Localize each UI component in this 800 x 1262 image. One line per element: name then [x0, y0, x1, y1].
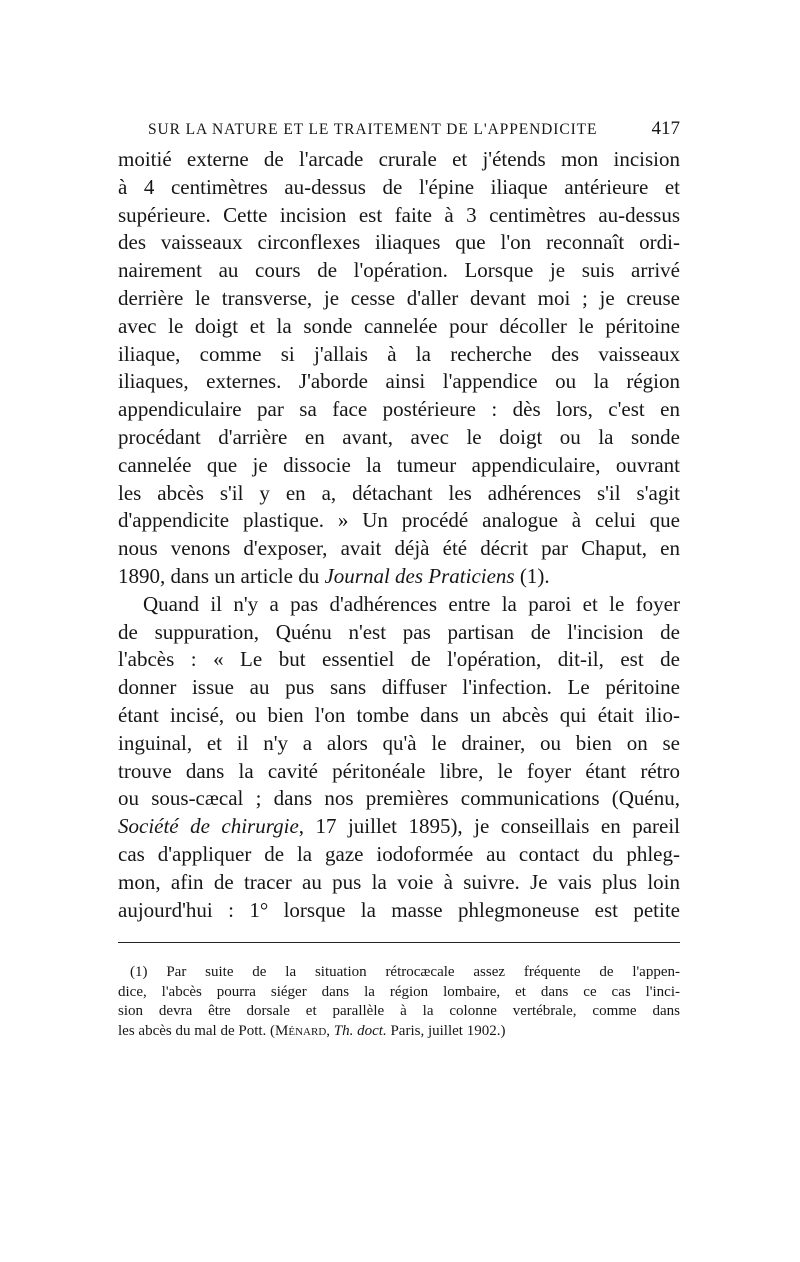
- text-line: procédant d'arrière en avant, avec le doigt ou la sonde: [118, 424, 680, 449]
- footnote: [118, 963, 680, 1041]
- text-line: donner issue au pus sans diffuser l'infection. Le péritoine: [118, 675, 680, 700]
- text-fragment: Paris, juillet 1902.): [386, 1022, 506, 1039]
- text-line: nous venons d'exposer, avait déjà été décrit par Chaput, en: [118, 536, 680, 561]
- text-line: des vaisseaux circonflexes iliaques que l'on reconnaît ordi-: [118, 230, 680, 255]
- text-line: à 4 centimètres au-dessus de l'épine iliaque antérieure et: [118, 174, 680, 199]
- footnote-line: (1) Par suite de la situation rétrocæcale assez fréquente de l'appen-: [130, 964, 680, 981]
- text-fragment: , 17 juillet 1895), je conseillais en pareil: [298, 814, 680, 839]
- text-line: d'appendicite plastique. » Un procédé analogue à celui que: [118, 508, 680, 533]
- text-line: trouve dans la cavité péritonéale libre, le foyer étant rétro: [118, 758, 680, 783]
- text-line: aujourd'hui : 1° lorsque la masse phlegmoneuse est petite: [118, 897, 680, 922]
- text-fragment: 1890, dans un article du: [118, 563, 325, 588]
- text-line: mon, afin de tracer au pus la voie à suivre. Je vais plus loin: [118, 869, 680, 894]
- text-line: avec le doigt et la sonde cannelée pour décoller le péritoine: [118, 313, 680, 338]
- text-fragment: ,: [326, 1022, 334, 1039]
- text-line: étant incisé, ou bien l'on tombe dans un abcès qui était ilio-: [118, 702, 680, 727]
- text-line: les abcès s'il y en a, détachant les adhérences s'il s'agit: [118, 480, 680, 505]
- footnote-line: sion devra être dorsale et parallèle à la colonne vertébrale, comme dans: [118, 1003, 680, 1020]
- text-line: Quand il n'y a pas d'adhérences entre la paroi et le foyer: [143, 591, 680, 616]
- journal-title: Journal des Praticiens: [324, 563, 515, 588]
- text-line: iliaques, externes. J'aborde ainsi l'appendice ou la région: [118, 369, 680, 394]
- text-line: nairement au cours de l'opération. Lorsque je suis arrivé: [118, 258, 680, 283]
- text-line: inguinal, et il n'y a alors qu'à le drainer, ou bien on se: [118, 730, 680, 755]
- running-head: [148, 112, 680, 146]
- main-text: [118, 146, 680, 924]
- text-line: moitié externe de l'arcade crurale et j'étends mon incision: [118, 147, 680, 171]
- text-line: l'abcès : « Le but essentiel de l'opération, dit-il, est de: [118, 647, 680, 672]
- citation-author: Ménard: [275, 1022, 327, 1039]
- page-number: 417: [651, 118, 680, 139]
- text-line: appendiculaire par sa face postérieure : dès lors, c'est en: [118, 397, 680, 422]
- text-line: iliaque, comme si j'allais à la recherche des vaisseaux: [118, 341, 680, 366]
- book-page: [118, 112, 680, 1041]
- text-line: [118, 813, 680, 841]
- running-head-title: SUR LA NATURE ET LE TRAITEMENT DE L'APPENDICITE: [148, 121, 598, 138]
- text-line: supérieure. Cette incision est faite à 3 centimètres au-dessus: [118, 202, 680, 227]
- text-line: cannelée que je dissocie la tumeur appendiculaire, ouvrant: [118, 452, 680, 477]
- citation-work: Th. doct.: [333, 1022, 387, 1039]
- text-fragment: les abcès du mal de Pott. (: [118, 1022, 276, 1039]
- text-line: ou sous-cæcal ; dans nos premières communications (Quénu,: [118, 786, 680, 811]
- journal-title: Société de chirurgie: [118, 814, 299, 839]
- footnote-ref: (1).: [514, 563, 550, 588]
- footnote-line: [118, 1022, 680, 1042]
- text-line: de suppuration, Quénu n'est pas partisan de l'incision de: [118, 619, 680, 644]
- text-line: [118, 563, 680, 591]
- footnote-rule: [118, 942, 680, 943]
- footnote-line: dice, l'abcès pourra siéger dans la région lombaire, et dans ce cas l'inci-: [118, 983, 680, 1000]
- text-line: cas d'appliquer de la gaze iodoformée au contact du phleg-: [118, 841, 680, 866]
- text-line: derrière le transverse, je cesse d'aller devant moi ; je creuse: [118, 285, 680, 310]
